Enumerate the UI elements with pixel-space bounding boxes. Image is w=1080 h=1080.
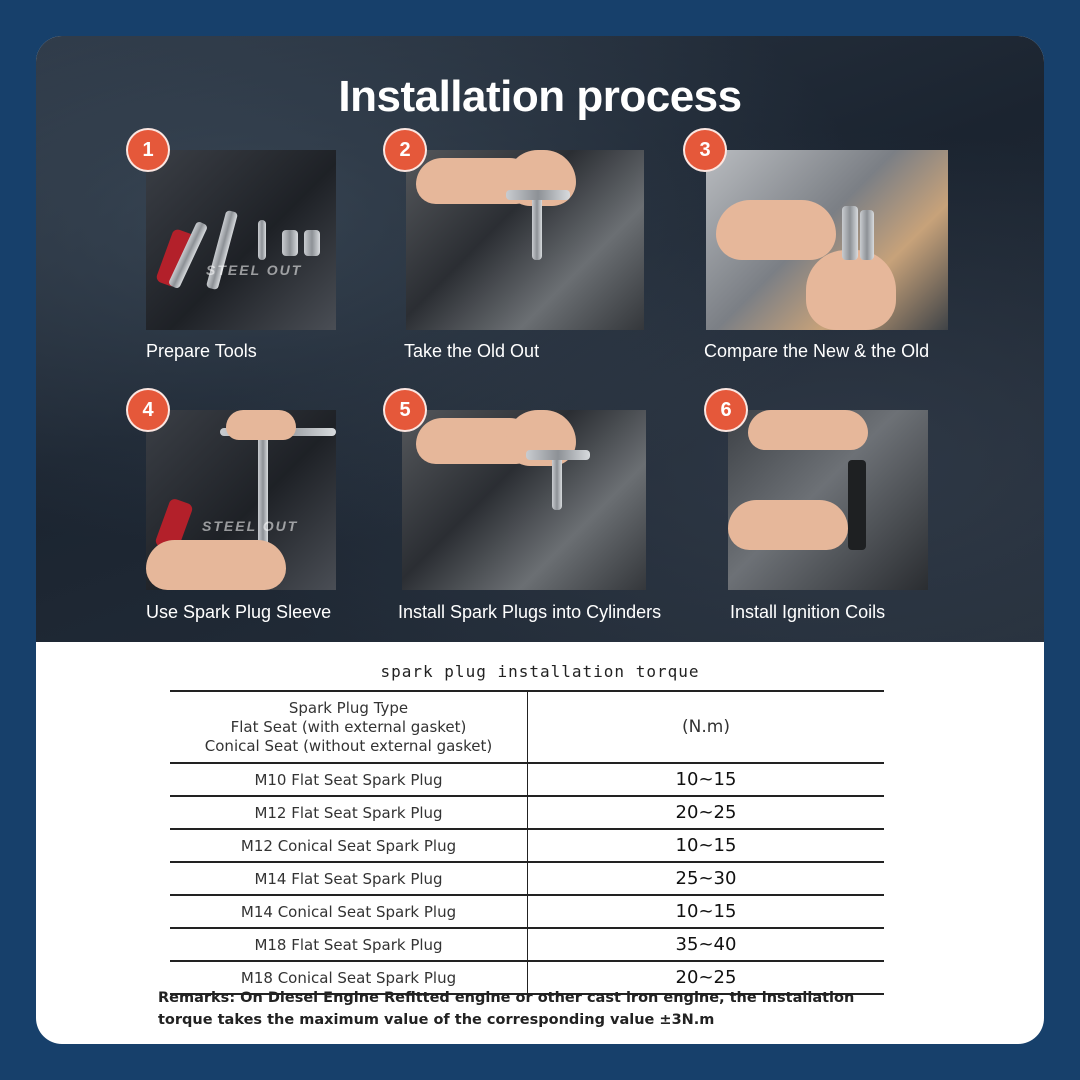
- header-type-line: Conical Seat (without external gasket): [204, 736, 493, 755]
- tools-on-mat-photo: [146, 150, 336, 330]
- torque-value-cell: 20~25: [528, 961, 885, 994]
- table-row: [170, 895, 884, 928]
- step-5-label: Install Spark Plugs into Cylinders: [398, 602, 662, 622]
- step-3-badge: 3: [683, 128, 727, 172]
- header-type-line: Flat Seat (with external gasket): [230, 717, 467, 736]
- spark-plug-type-header: [170, 691, 528, 763]
- torque-value-cell: 25~30: [528, 862, 885, 895]
- remarks-line: torque takes the maximum value of the corresponding value ±3N.m: [158, 1012, 715, 1028]
- torque-value-cell: 10~15: [528, 763, 885, 796]
- plug-type-cell: M18 Flat Seat Spark Plug: [170, 928, 528, 961]
- step-2-label: Take the Old Out: [404, 341, 540, 361]
- step-6-label: Install Ignition Coils: [730, 602, 886, 622]
- sleeve-photo: [146, 410, 336, 590]
- compare-plugs-photo: [706, 150, 948, 330]
- table-row: [170, 763, 884, 796]
- table-row: [170, 829, 884, 862]
- header-type-line: Spark Plug Type: [288, 698, 409, 717]
- table-row: [170, 796, 884, 829]
- table-row: [170, 862, 884, 895]
- step-5-badge: 5: [383, 388, 427, 432]
- mat-brand-text: STEEL OUT: [202, 518, 299, 534]
- step-1-badge: 1: [126, 128, 170, 172]
- torque-unit-header: (N.m): [528, 691, 885, 763]
- remarks-line: Remarks: On Diesel Engine Refitted engine or other cast iron engine, the installation: [158, 990, 855, 1006]
- ignition-coil-photo: [728, 410, 928, 590]
- engine-removal-photo: [406, 150, 644, 330]
- step-4-label: Use Spark Plug Sleeve: [146, 602, 332, 622]
- installation-hero: [36, 36, 1044, 642]
- plug-type-cell: M18 Conical Seat Spark Plug: [170, 961, 528, 994]
- remarks-text: [158, 987, 918, 1031]
- engine-install-photo: [402, 410, 646, 590]
- mat-brand-text: STEEL OUT: [206, 262, 303, 278]
- page-title: Installation process: [338, 72, 742, 121]
- step-2-badge: 2: [383, 128, 427, 172]
- torque-value-cell: 35~40: [528, 928, 885, 961]
- torque-value-cell: 20~25: [528, 796, 885, 829]
- table-title: spark plug installation torque: [380, 662, 700, 681]
- torque-table: [170, 690, 884, 995]
- step-6-badge: 6: [704, 388, 748, 432]
- step-4-badge: 4: [126, 388, 170, 432]
- torque-value-cell: 10~15: [528, 829, 885, 862]
- torque-value-cell: 10~15: [528, 895, 885, 928]
- plug-type-cell: M12 Flat Seat Spark Plug: [170, 796, 528, 829]
- plug-type-cell: M14 Conical Seat Spark Plug: [170, 895, 528, 928]
- step-3-label: Compare the New & the Old: [704, 341, 930, 361]
- table-header-row: [170, 691, 884, 763]
- plug-type-cell: M14 Flat Seat Spark Plug: [170, 862, 528, 895]
- product-card: [36, 36, 1044, 1044]
- plug-type-cell: M12 Conical Seat Spark Plug: [170, 829, 528, 862]
- step-1-label: Prepare Tools: [146, 341, 257, 361]
- plug-type-cell: M10 Flat Seat Spark Plug: [170, 763, 528, 796]
- table-row: [170, 928, 884, 961]
